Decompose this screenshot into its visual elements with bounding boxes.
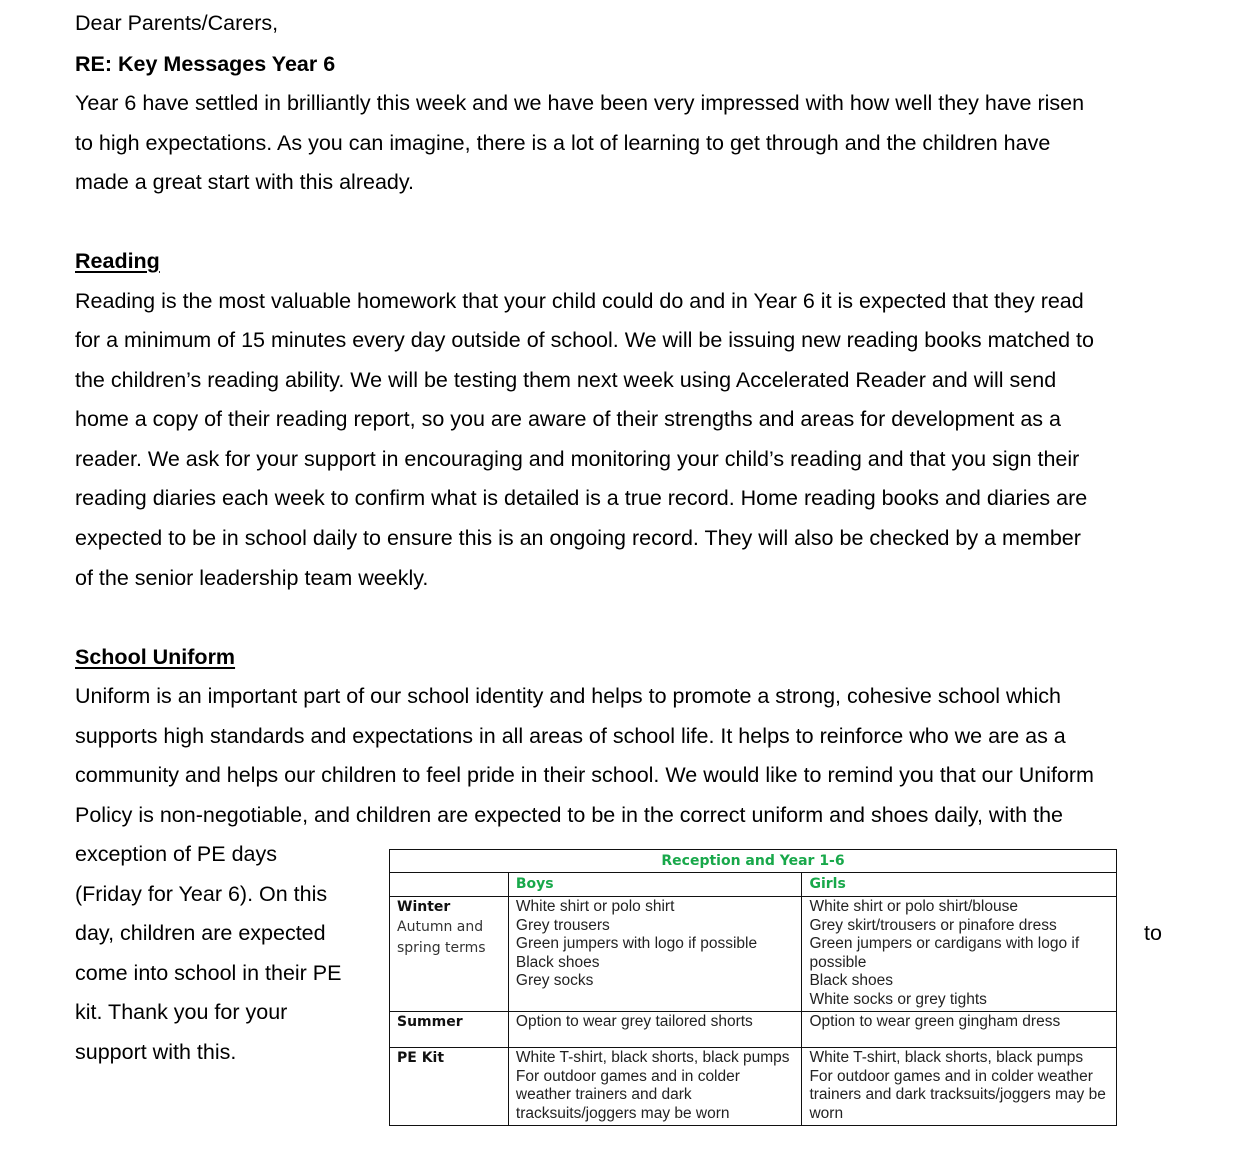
table-row-summer bbox=[390, 1012, 1117, 1048]
uniform-item: For outdoor games and in colder weather trainers and dark tracksuits/joggers may be worn bbox=[809, 1067, 1106, 1122]
text-line: (Friday for Year 6). On this bbox=[75, 882, 328, 906]
table-title-row bbox=[390, 850, 1117, 873]
table-row-winter bbox=[390, 897, 1117, 1012]
text-line: come into school in their PE bbox=[75, 961, 342, 985]
text-line: for a minimum of 15 minutes every day outside of school. We will be issuing new reading books matched to bbox=[75, 328, 1094, 352]
text-line: supports high standards and expectations in all areas of school life. It helps to reinforce who we are as a bbox=[75, 724, 1066, 748]
uniform-item: White socks or grey tights bbox=[809, 990, 987, 1008]
text-line: exception of PE days bbox=[75, 842, 277, 866]
text-line: Policy is non-negotiable, and children are expected to be in the correct uniform and shoes daily, with the bbox=[75, 803, 1063, 827]
girls-cell bbox=[802, 1012, 1117, 1048]
uniform-item: Grey trousers bbox=[515, 916, 610, 934]
season-name: Summer bbox=[397, 1014, 463, 1030]
uniform-item: White shirt or polo shirt/blouse bbox=[809, 898, 1018, 915]
text-line: Reading is the most valuable homework that your child could do and in Year 6 it is expected that they read bbox=[75, 289, 1084, 313]
column-header bbox=[390, 873, 509, 897]
text-line: Year 6 have settled in brilliantly this week and we have been very impressed with how well they have risen bbox=[75, 91, 1085, 115]
text-line: Uniform is an important part of our school identity and helps to promote a strong, cohesive school which bbox=[75, 684, 1061, 708]
season-subtitle: Autumn and spring terms bbox=[397, 918, 486, 956]
girls-cell bbox=[802, 1048, 1117, 1126]
text-line: to high expectations. As you can imagine, there is a lot of learning to get through and the children have bbox=[75, 131, 1051, 155]
text-fragment: to bbox=[1144, 921, 1162, 945]
girls-cell bbox=[802, 897, 1117, 1012]
text-line: expected to be in school daily to ensure this is an ongoing record. They will also be checked by a member bbox=[75, 526, 1081, 550]
text-line: reading diaries each week to confirm what is detailed is a true record. Home reading books and diaries are bbox=[75, 486, 1088, 510]
boys-cell bbox=[508, 1012, 802, 1048]
subject-line: RE: Key Messages Year 6 bbox=[75, 52, 336, 76]
season-name: Winter bbox=[397, 899, 451, 915]
uniform-table bbox=[389, 849, 1117, 1126]
uniform-item: Grey socks bbox=[515, 972, 594, 989]
uniform-item: White T-shirt, black shorts, black pumps bbox=[515, 1049, 790, 1066]
uniform-item: Green jumpers with logo if possible bbox=[515, 935, 758, 952]
salutation: Dear Parents/Carers, bbox=[75, 11, 279, 35]
uniform-item: Grey skirt/trousers or pinafore dress bbox=[809, 916, 1057, 934]
text-line: reader. We ask for your support in encouraging and monitoring your child’s reading and that you sign their bbox=[75, 447, 1080, 471]
uniform-item: Black shoes bbox=[809, 972, 894, 989]
boys-cell bbox=[508, 897, 802, 1012]
boys-cell bbox=[508, 1048, 802, 1126]
season-name: PE Kit bbox=[397, 1050, 445, 1066]
column-header-girls: Girls bbox=[802, 873, 1117, 897]
uniform-heading: School Uniform bbox=[75, 645, 236, 669]
text-line: day, children are expected bbox=[75, 921, 326, 945]
uniform-item: Option to wear green gingham dress bbox=[809, 1013, 1061, 1030]
season-cell bbox=[390, 897, 509, 1012]
uniform-item: Green jumpers or cardigans with logo if possible bbox=[809, 935, 1080, 971]
text-line: of the senior leadership team weekly. bbox=[75, 566, 429, 590]
uniform-item: For outdoor games and in colder weather trainers and dark tracksuits/joggers may be worn bbox=[515, 1067, 740, 1122]
text-line: made a great start with this already. bbox=[75, 170, 414, 194]
table-header-row bbox=[390, 873, 1117, 897]
table-title: Reception and Year 1-6 bbox=[390, 850, 1117, 873]
text-line: kit. Thank you for your bbox=[75, 1000, 288, 1024]
text-line: the children’s reading ability. We will be testing them next week using Accelerated Reader and will send bbox=[75, 368, 1057, 392]
text-line: community and helps our children to feel pride in their school. We would like to remind you that our Uniform bbox=[75, 763, 1094, 787]
uniform-item: Black shoes bbox=[515, 953, 600, 971]
season-cell bbox=[390, 1048, 509, 1126]
reading-heading: Reading bbox=[75, 249, 160, 273]
season-cell bbox=[390, 1012, 509, 1048]
text-line: home a copy of their reading report, so you are aware of their strengths and areas for development as a bbox=[75, 407, 1061, 431]
uniform-item: White T-shirt, black shorts, black pumps bbox=[809, 1049, 1084, 1066]
column-header-boys: Boys bbox=[508, 873, 802, 897]
uniform-item: White shirt or polo shirt bbox=[515, 898, 675, 915]
text-line: support with this. bbox=[75, 1040, 237, 1064]
uniform-item: Option to wear grey tailored shorts bbox=[515, 1013, 753, 1030]
table-row-pe-kit bbox=[390, 1048, 1117, 1126]
